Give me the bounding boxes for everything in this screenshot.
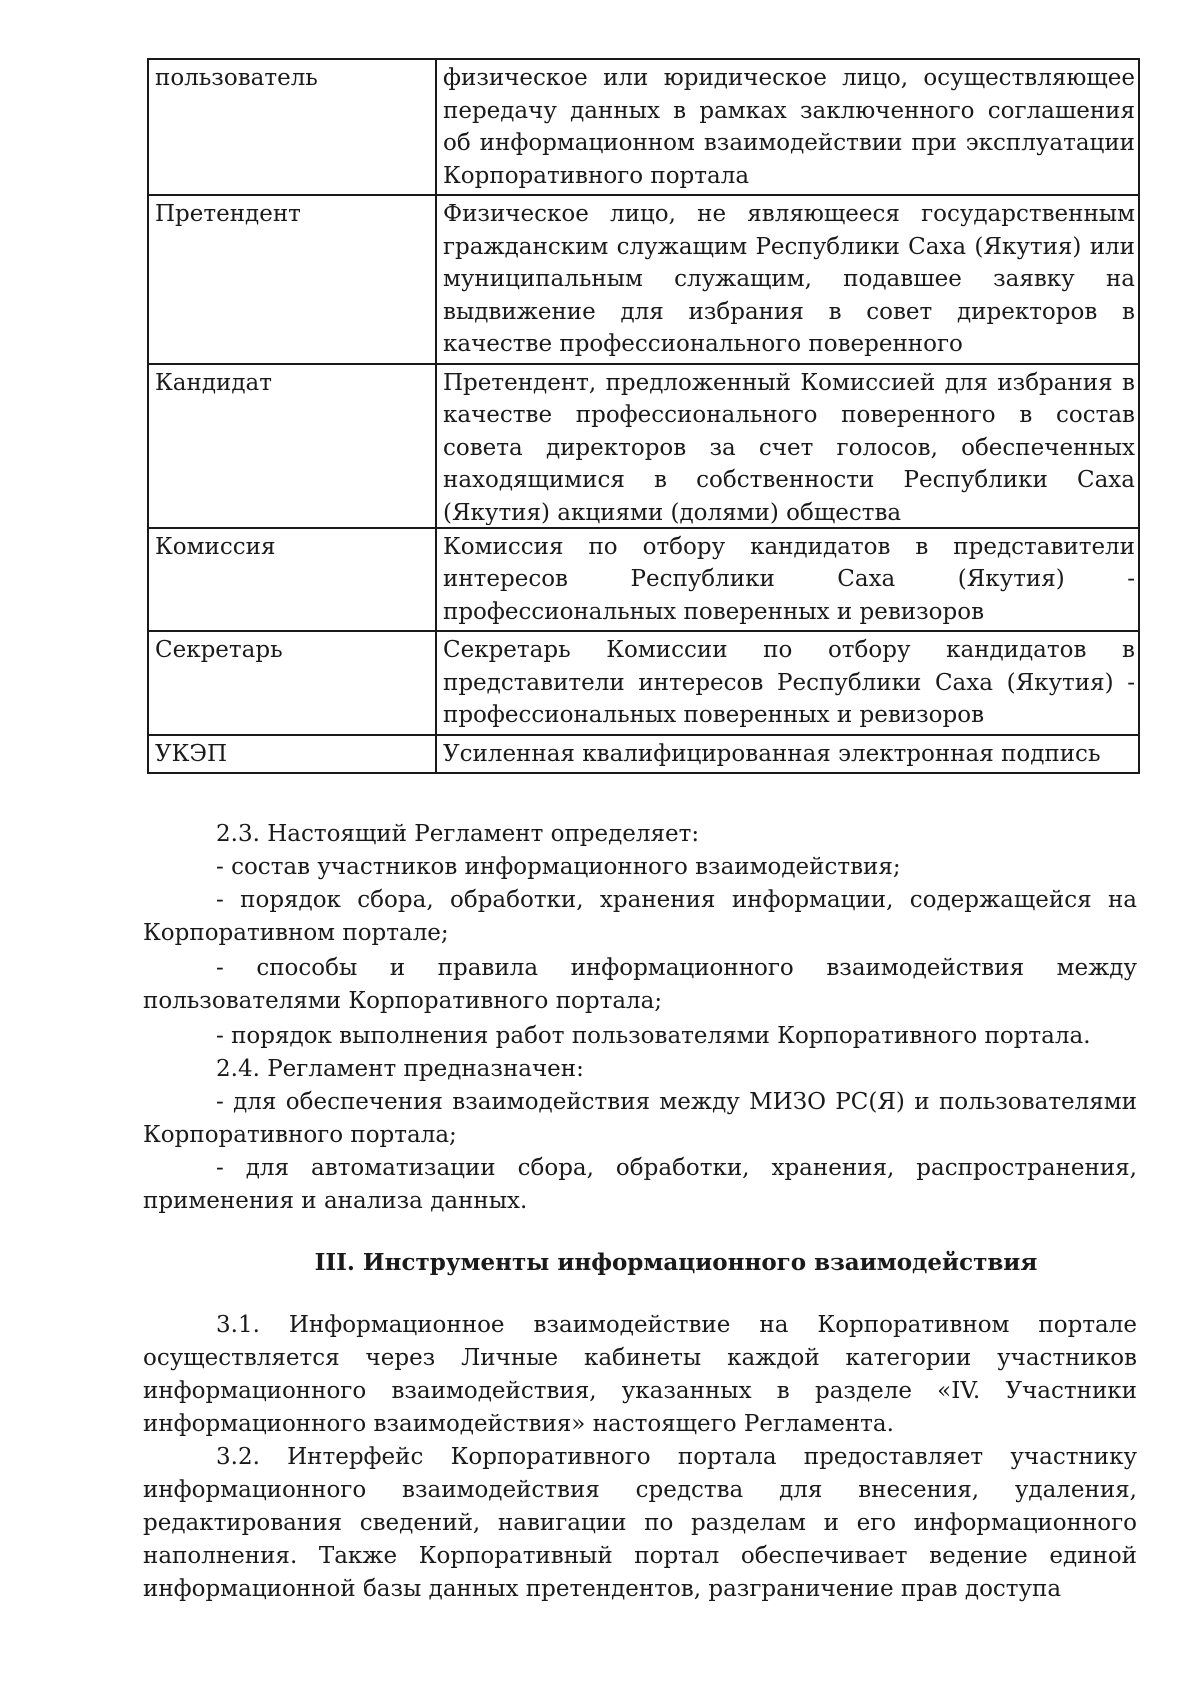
paragraph-2-4: 2.4. Регламент предназначен: [216, 1056, 584, 1082]
term-cell: Кандидат [148, 364, 436, 528]
document-body [143, 818, 1137, 1606]
paragraph-3-2: 3.2. Интерфейс Корпоративного портала предоставляет участнику информационного взаимодействия средства для внесения, удаления, редактирования сведений, навигации по разделам и его информационного наполнения. Также Корпоративный портал обеспечивает ведение единой информационной базы данных претендентов, разграничение прав доступа [143, 1444, 1137, 1602]
definition-cell: Секретарь Комиссии по отбору кандидатов в представители интересов Республики Саха (Якутия) - профессиональных поверенных и ревизоров [436, 631, 1139, 735]
definitions-table [147, 58, 1140, 774]
definition-cell: физическое или юридическое лицо, осуществляющее передачу данных в рамках заключенного соглашения об информационном взаимодействии при эксплуатации Корпоративного портала [436, 59, 1139, 195]
term-cell: УКЭП [148, 735, 436, 774]
table-row [148, 59, 1139, 195]
list-item: - способы и правила информационного взаимодействия между пользователями Корпоративного портала; [143, 955, 1137, 1014]
paragraph-2-3: 2.3. Настоящий Регламент определяет: [216, 821, 700, 847]
table-row [148, 364, 1139, 528]
table-row [148, 735, 1139, 774]
table-row [148, 195, 1139, 364]
term-cell: Секретарь [148, 631, 436, 735]
list-item: - для автоматизации сбора, обработки, хранения, распространения, применения и анализа данных. [143, 1155, 1137, 1214]
list-item: - порядок выполнения работ пользователями Корпоративного портала. [216, 1023, 1091, 1049]
definition-text: Претендент, предложенный Комиссией для избрания в качестве профессионального поверенного в состав совета директоров за счет голосов, обеспеченных находящимися в собственности Республики Саха (Якутия) акциями (долями) общества [443, 369, 1135, 525]
list-item: - для обеспечения взаимодействия между МИЗО РС(Я) и пользователями Корпоративного портала; [143, 1089, 1137, 1148]
definition-cell: Усиленная квалифицированная электронная подпись [436, 735, 1139, 774]
term-cell: Комиссия [148, 528, 436, 632]
definition-cell: Комиссия по отбору кандидатов в представители интересов Республики Саха (Якутия) - профессиональных поверенных и ревизоров [436, 528, 1139, 632]
term-cell: Претендент [148, 195, 436, 364]
section-heading: III. Инструменты информационного взаимодействия [314, 1249, 1038, 1276]
list-item: - состав участников информационного взаимодействия; [216, 854, 901, 880]
term-cell: пользователь [148, 59, 436, 195]
list-item: - порядок сбора, обработки, хранения информации, содержащейся на Корпоративном портале; [143, 887, 1137, 946]
paragraph-3-1: 3.1. Информационное взаимодействие на Корпоративном портале осуществляется через Личные кабинеты каждой категории участников информационного взаимодействия, указанных в разделе «IV. Участники информационного взаимодействия» настоящего Регламента. [143, 1312, 1137, 1437]
definition-cell [436, 364, 1139, 528]
table-row [148, 528, 1139, 632]
definition-cell: Физическое лицо, не являющееся государственным гражданским служащим Республики Саха (Якутия) или муниципальным служащим, подавшее заявку на выдвижение для избрания в совет директоров в качестве профессионального поверенного [436, 195, 1139, 364]
table-row [148, 631, 1139, 735]
